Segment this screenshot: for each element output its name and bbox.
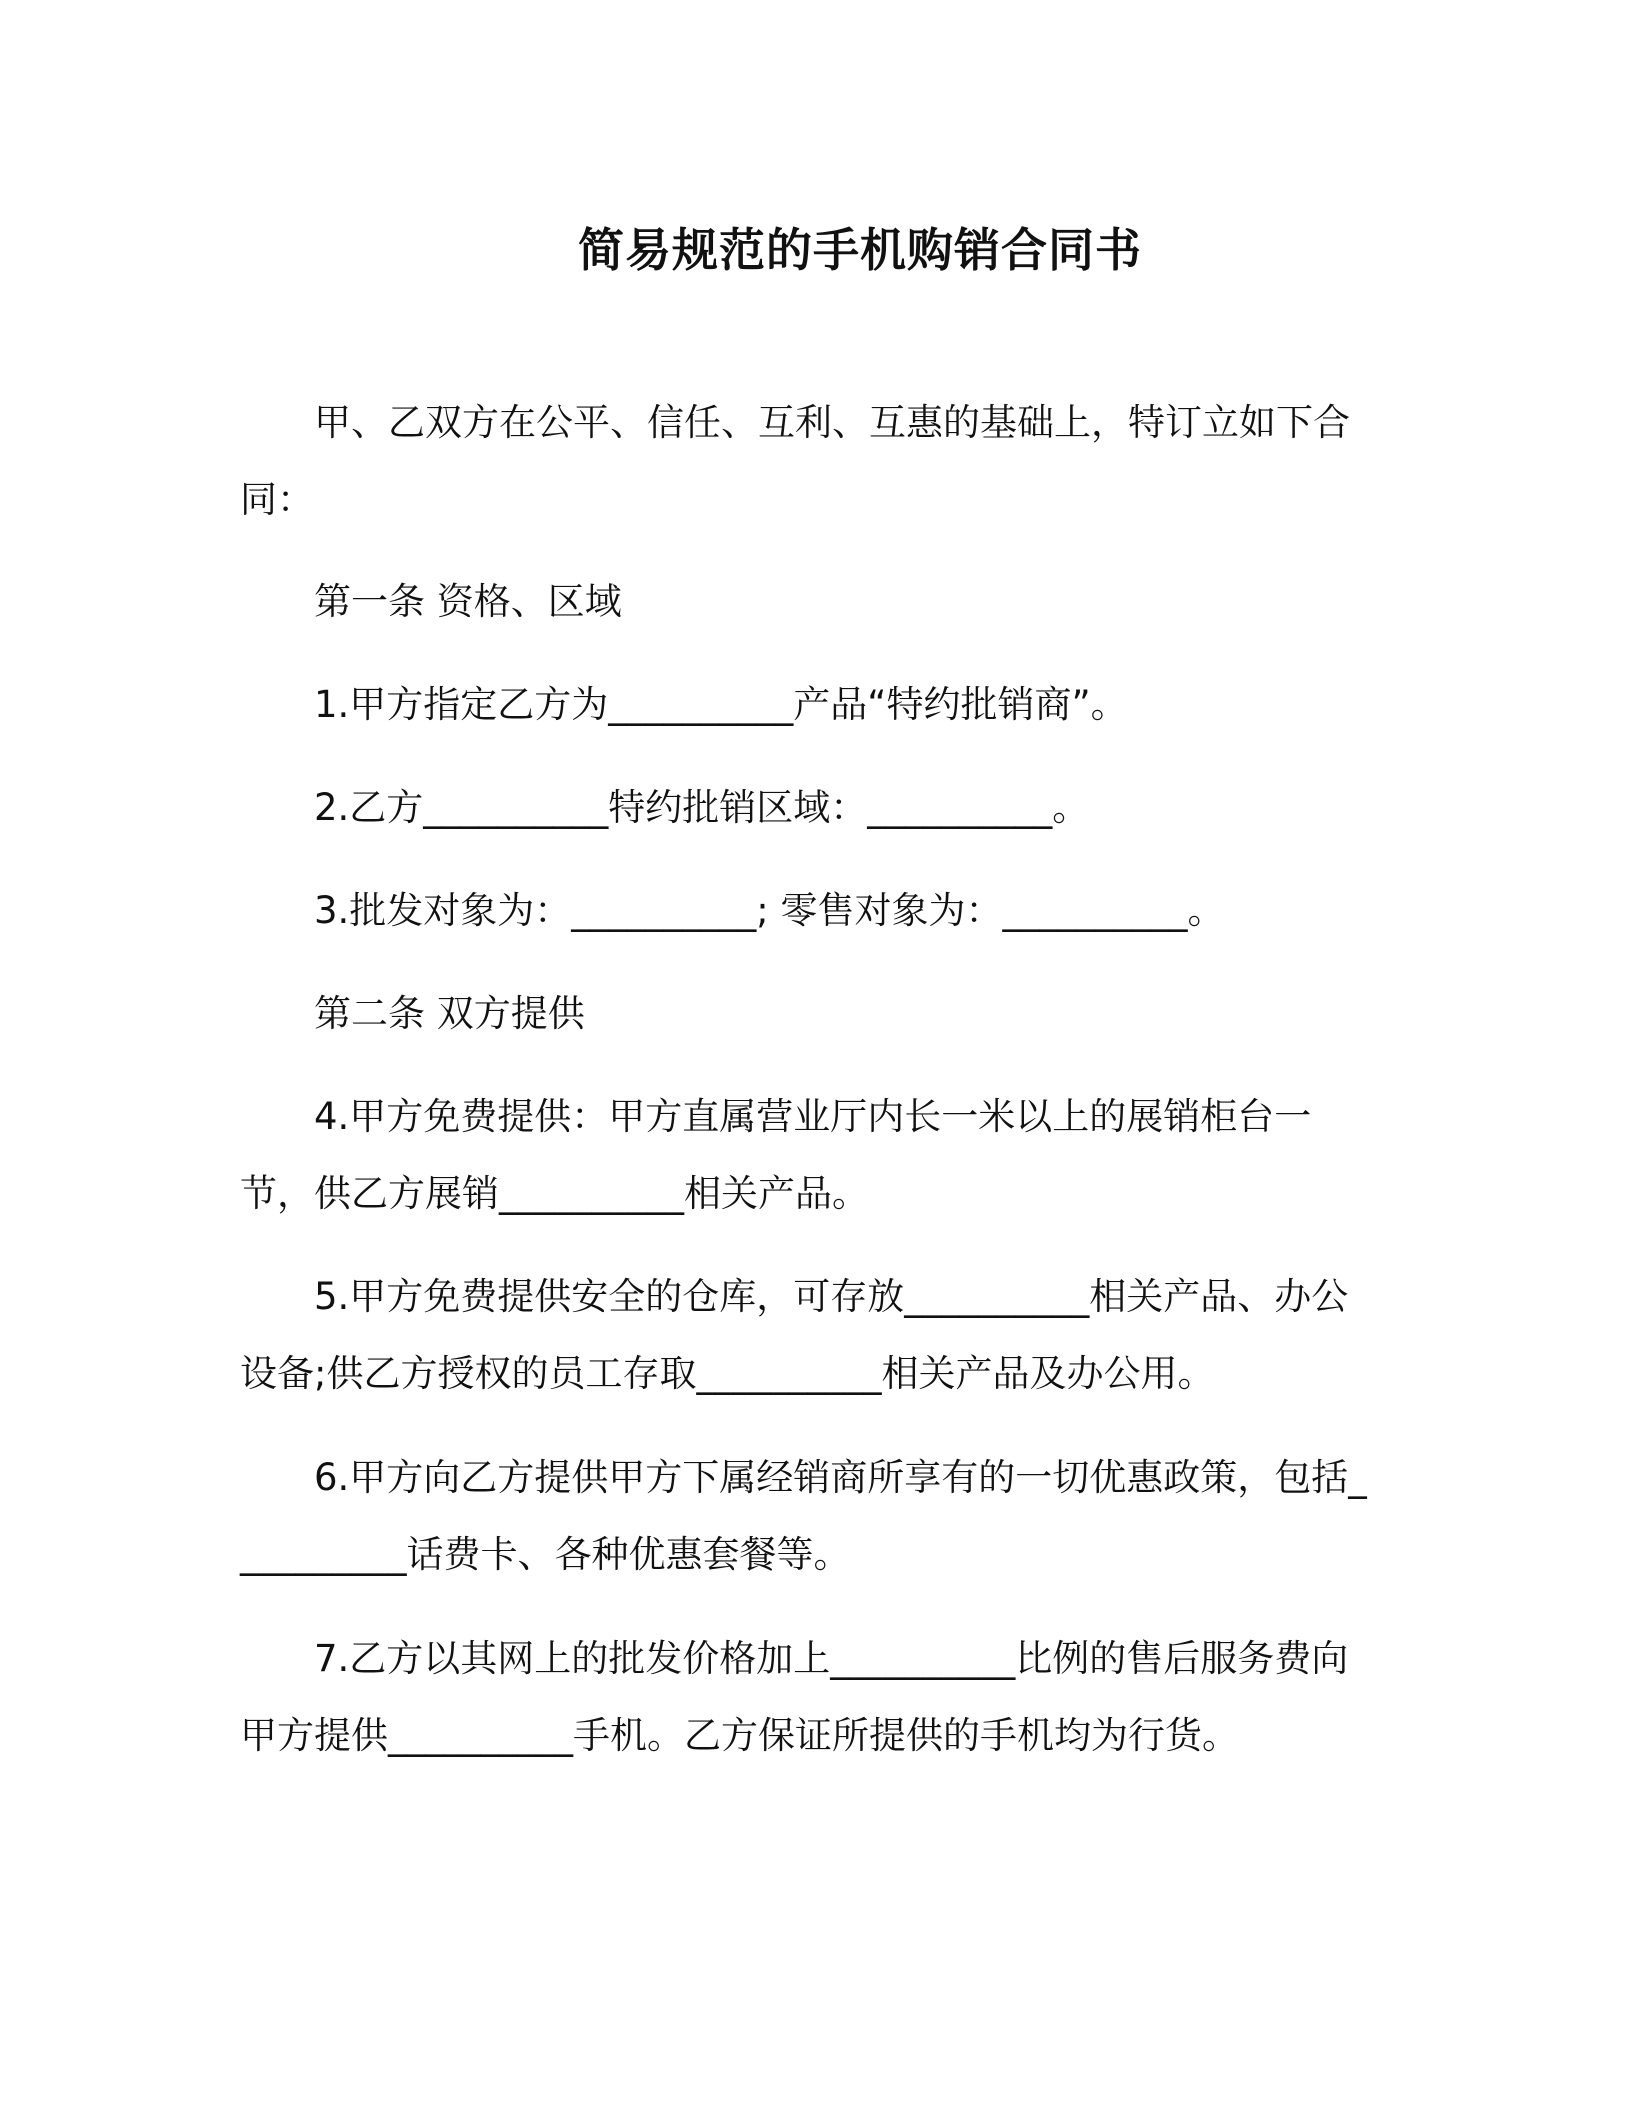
clause-4: 4.甲方免费提供：甲方直属营业厅内长一米以上的展销柜台一节，供乙方展销__________相关产品。: [240, 1095, 1312, 1215]
article-1-heading: 第一条 资格、区域: [314, 580, 622, 623]
clause-1: 1.甲方指定乙方为__________产品“特约批销商”。: [314, 683, 1128, 726]
article-2-heading: 第二条 双方提供: [314, 992, 585, 1035]
document-title: 简易规范的手机购销合同书: [578, 223, 1142, 277]
intro-paragraph: 甲、乙双方在公平、信任、互利、互惠的基础上，特订立如下合同：: [240, 401, 1350, 521]
clause-3: 3.批发对象为：__________; 零售对象为：__________。: [314, 889, 1225, 932]
clause-2: 2.乙方__________特约批销区域：__________。: [314, 786, 1090, 829]
clause-7: 7.乙方以其网上的批发价格加上__________比例的售后服务费向甲方提供__________手机。乙方保证所提供的手机均为行货。: [240, 1637, 1349, 1757]
clause-5: 5.甲方免费提供安全的仓库，可存放__________相关产品、办公设备;供乙方授权的员工存取__________相关产品及办公用。: [240, 1275, 1349, 1395]
clause-6: 6.甲方向乙方提供甲方下属经销商所享有的一切优惠政策，包括__________话费卡、各种优惠套餐等。: [240, 1456, 1367, 1576]
